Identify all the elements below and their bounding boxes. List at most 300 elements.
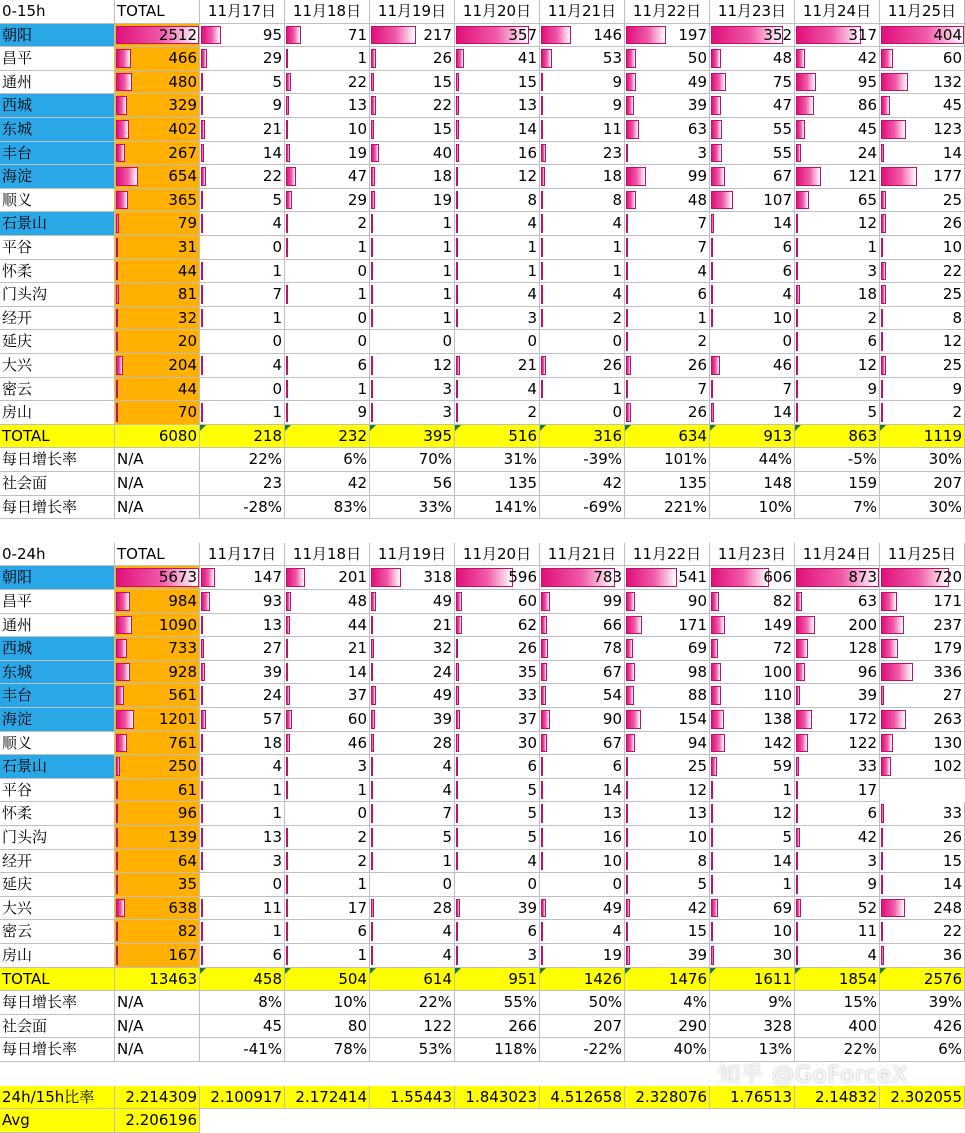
district-total[interactable] bbox=[115, 236, 200, 260]
daily-value[interactable] bbox=[795, 802, 880, 826]
daily-value[interactable] bbox=[370, 236, 455, 260]
district-total[interactable] bbox=[115, 873, 200, 897]
daily-value[interactable] bbox=[200, 354, 285, 378]
daily-value[interactable] bbox=[625, 24, 710, 47]
extra-value[interactable] bbox=[795, 1015, 880, 1038]
daily-value[interactable] bbox=[710, 873, 795, 897]
date-header[interactable] bbox=[540, 0, 625, 24]
extra-value[interactable] bbox=[625, 496, 710, 519]
daily-value[interactable] bbox=[795, 614, 880, 637]
daily-value[interactable] bbox=[795, 826, 880, 850]
daily-value[interactable] bbox=[200, 802, 285, 826]
district-name[interactable] bbox=[0, 637, 115, 661]
daily-value[interactable] bbox=[285, 873, 370, 897]
daily-value[interactable] bbox=[200, 378, 285, 401]
daily-value[interactable] bbox=[540, 590, 625, 614]
extra-value[interactable] bbox=[200, 496, 285, 519]
daily-value[interactable] bbox=[880, 307, 965, 330]
daily-value[interactable] bbox=[710, 165, 795, 189]
daily-value[interactable] bbox=[795, 47, 880, 71]
extra-value[interactable] bbox=[540, 448, 625, 472]
daily-value[interactable] bbox=[795, 118, 880, 142]
district-total[interactable] bbox=[115, 755, 200, 779]
daily-value[interactable] bbox=[370, 850, 455, 873]
daily-value[interactable] bbox=[540, 708, 625, 732]
daily-value[interactable] bbox=[795, 142, 880, 165]
daily-value[interactable] bbox=[625, 732, 710, 755]
daily-value[interactable] bbox=[625, 708, 710, 732]
daily-value[interactable] bbox=[455, 307, 540, 330]
daily-value[interactable] bbox=[625, 920, 710, 944]
district-name[interactable] bbox=[0, 283, 115, 307]
extra-total[interactable] bbox=[115, 1015, 200, 1038]
daily-value[interactable] bbox=[200, 850, 285, 873]
daily-value[interactable] bbox=[710, 260, 795, 283]
daily-value[interactable] bbox=[795, 755, 880, 779]
daily-value[interactable] bbox=[370, 684, 455, 708]
extra-value[interactable] bbox=[880, 496, 965, 519]
daily-value[interactable] bbox=[795, 330, 880, 354]
daily-value[interactable] bbox=[285, 590, 370, 614]
daily-value[interactable] bbox=[880, 189, 965, 212]
extra-value[interactable] bbox=[370, 448, 455, 472]
daily-value[interactable] bbox=[540, 637, 625, 661]
daily-value[interactable] bbox=[285, 118, 370, 142]
daily-value[interactable] bbox=[710, 897, 795, 920]
summary-value[interactable] bbox=[625, 425, 710, 448]
daily-value[interactable] bbox=[540, 920, 625, 944]
daily-value[interactable] bbox=[455, 401, 540, 425]
daily-value[interactable] bbox=[285, 637, 370, 661]
daily-value[interactable] bbox=[625, 684, 710, 708]
summary-value[interactable] bbox=[880, 968, 965, 991]
daily-value[interactable] bbox=[540, 614, 625, 637]
extra-value[interactable] bbox=[795, 496, 880, 519]
daily-value[interactable] bbox=[540, 732, 625, 755]
district-total[interactable] bbox=[115, 142, 200, 165]
district-name[interactable] bbox=[0, 307, 115, 330]
daily-value[interactable] bbox=[370, 802, 455, 826]
daily-value[interactable] bbox=[370, 307, 455, 330]
extra-value[interactable] bbox=[200, 991, 285, 1015]
daily-value[interactable] bbox=[795, 307, 880, 330]
daily-value[interactable] bbox=[200, 920, 285, 944]
daily-value[interactable] bbox=[540, 873, 625, 897]
daily-value[interactable] bbox=[540, 755, 625, 779]
daily-value[interactable] bbox=[710, 944, 795, 968]
extra-value[interactable] bbox=[370, 496, 455, 519]
extra-total[interactable] bbox=[115, 448, 200, 472]
daily-value[interactable] bbox=[880, 94, 965, 118]
daily-value[interactable] bbox=[285, 212, 370, 236]
daily-value[interactable] bbox=[200, 212, 285, 236]
daily-value[interactable] bbox=[880, 920, 965, 944]
district-total[interactable] bbox=[115, 212, 200, 236]
district-total[interactable] bbox=[115, 165, 200, 189]
daily-value[interactable] bbox=[795, 850, 880, 873]
daily-value[interactable] bbox=[455, 590, 540, 614]
daily-value[interactable] bbox=[200, 283, 285, 307]
district-name[interactable] bbox=[0, 755, 115, 779]
district-name[interactable] bbox=[0, 708, 115, 732]
daily-value[interactable] bbox=[370, 614, 455, 637]
avg-value[interactable] bbox=[115, 1109, 200, 1133]
daily-value[interactable] bbox=[370, 637, 455, 661]
summary-value[interactable] bbox=[285, 968, 370, 991]
daily-value[interactable] bbox=[710, 189, 795, 212]
ratio-value[interactable] bbox=[285, 1086, 370, 1109]
daily-value[interactable] bbox=[285, 779, 370, 802]
summary-value[interactable] bbox=[540, 425, 625, 448]
daily-value[interactable] bbox=[710, 212, 795, 236]
ratio-total[interactable] bbox=[115, 1086, 200, 1109]
daily-value[interactable] bbox=[795, 212, 880, 236]
extra-value[interactable] bbox=[625, 1015, 710, 1038]
district-total[interactable] bbox=[115, 71, 200, 94]
daily-value[interactable] bbox=[285, 142, 370, 165]
summary-value[interactable] bbox=[455, 425, 540, 448]
ratio-value[interactable] bbox=[370, 1086, 455, 1109]
daily-value[interactable] bbox=[795, 732, 880, 755]
daily-value[interactable] bbox=[710, 142, 795, 165]
district-name[interactable] bbox=[0, 920, 115, 944]
district-name[interactable] bbox=[0, 236, 115, 260]
extra-value[interactable] bbox=[540, 1015, 625, 1038]
district-name[interactable] bbox=[0, 260, 115, 283]
daily-value[interactable] bbox=[200, 401, 285, 425]
daily-value[interactable] bbox=[795, 708, 880, 732]
daily-value[interactable] bbox=[795, 24, 880, 47]
date-header[interactable] bbox=[880, 543, 965, 566]
ratio-value[interactable] bbox=[625, 1086, 710, 1109]
extra-value[interactable] bbox=[285, 496, 370, 519]
daily-value[interactable] bbox=[625, 71, 710, 94]
daily-value[interactable] bbox=[795, 71, 880, 94]
summary-value[interactable] bbox=[455, 968, 540, 991]
daily-value[interactable] bbox=[285, 71, 370, 94]
daily-value[interactable] bbox=[625, 401, 710, 425]
daily-value[interactable] bbox=[370, 142, 455, 165]
extra-value[interactable] bbox=[540, 496, 625, 519]
date-header[interactable] bbox=[795, 543, 880, 566]
extra-value[interactable] bbox=[285, 472, 370, 496]
daily-value[interactable] bbox=[285, 24, 370, 47]
daily-value[interactable] bbox=[625, 566, 710, 590]
daily-value[interactable] bbox=[710, 307, 795, 330]
date-header[interactable] bbox=[200, 0, 285, 24]
daily-value[interactable] bbox=[285, 850, 370, 873]
daily-value[interactable] bbox=[880, 850, 965, 873]
district-name[interactable] bbox=[0, 873, 115, 897]
daily-value[interactable] bbox=[710, 826, 795, 850]
ratio-value[interactable] bbox=[710, 1086, 795, 1109]
daily-value[interactable] bbox=[455, 47, 540, 71]
extra-value[interactable] bbox=[200, 1015, 285, 1038]
district-name[interactable] bbox=[0, 779, 115, 802]
extra-value[interactable] bbox=[710, 496, 795, 519]
summary-value[interactable] bbox=[370, 425, 455, 448]
district-total[interactable] bbox=[115, 897, 200, 920]
total-header[interactable] bbox=[115, 543, 200, 566]
daily-value[interactable] bbox=[455, 212, 540, 236]
daily-value[interactable] bbox=[455, 637, 540, 661]
daily-value[interactable] bbox=[880, 142, 965, 165]
daily-value[interactable] bbox=[200, 330, 285, 354]
daily-value[interactable] bbox=[795, 920, 880, 944]
daily-value[interactable] bbox=[455, 684, 540, 708]
extra-value[interactable] bbox=[710, 472, 795, 496]
daily-value[interactable] bbox=[285, 897, 370, 920]
daily-value[interactable] bbox=[455, 378, 540, 401]
district-name[interactable] bbox=[0, 897, 115, 920]
daily-value[interactable] bbox=[200, 24, 285, 47]
daily-value[interactable] bbox=[880, 401, 965, 425]
district-total[interactable] bbox=[115, 661, 200, 684]
extra-value[interactable] bbox=[285, 991, 370, 1015]
daily-value[interactable] bbox=[710, 850, 795, 873]
ratio-value[interactable] bbox=[200, 1086, 285, 1109]
summary-value[interactable] bbox=[795, 968, 880, 991]
summary-label[interactable] bbox=[0, 425, 115, 448]
district-total[interactable] bbox=[115, 566, 200, 590]
daily-value[interactable] bbox=[880, 260, 965, 283]
date-header[interactable] bbox=[540, 543, 625, 566]
daily-value[interactable] bbox=[880, 24, 965, 47]
daily-value[interactable] bbox=[625, 94, 710, 118]
extra-value[interactable] bbox=[540, 472, 625, 496]
extra-total[interactable] bbox=[115, 496, 200, 519]
daily-value[interactable] bbox=[285, 189, 370, 212]
district-name[interactable] bbox=[0, 189, 115, 212]
daily-value[interactable] bbox=[455, 71, 540, 94]
daily-value[interactable] bbox=[795, 354, 880, 378]
district-total[interactable] bbox=[115, 684, 200, 708]
summary-total[interactable] bbox=[115, 425, 200, 448]
district-total[interactable] bbox=[115, 330, 200, 354]
daily-value[interactable] bbox=[200, 684, 285, 708]
daily-value[interactable] bbox=[455, 708, 540, 732]
daily-value[interactable] bbox=[880, 684, 965, 708]
daily-value[interactable] bbox=[880, 590, 965, 614]
district-total[interactable] bbox=[115, 118, 200, 142]
district-name[interactable] bbox=[0, 944, 115, 968]
daily-value[interactable] bbox=[200, 944, 285, 968]
district-total[interactable] bbox=[115, 708, 200, 732]
daily-value[interactable] bbox=[795, 94, 880, 118]
summary-value[interactable] bbox=[795, 425, 880, 448]
daily-value[interactable] bbox=[795, 566, 880, 590]
table-label[interactable] bbox=[0, 543, 115, 566]
extra-value[interactable] bbox=[285, 1015, 370, 1038]
daily-value[interactable] bbox=[455, 661, 540, 684]
daily-value[interactable] bbox=[880, 212, 965, 236]
daily-value[interactable] bbox=[200, 566, 285, 590]
daily-value[interactable] bbox=[625, 802, 710, 826]
daily-value[interactable] bbox=[710, 330, 795, 354]
daily-value[interactable] bbox=[285, 283, 370, 307]
extra-value[interactable] bbox=[455, 1015, 540, 1038]
daily-value[interactable] bbox=[795, 378, 880, 401]
daily-value[interactable] bbox=[200, 118, 285, 142]
daily-value[interactable] bbox=[880, 236, 965, 260]
district-total[interactable] bbox=[115, 307, 200, 330]
daily-value[interactable] bbox=[455, 732, 540, 755]
daily-value[interactable] bbox=[795, 944, 880, 968]
district-total[interactable] bbox=[115, 283, 200, 307]
daily-value[interactable] bbox=[285, 236, 370, 260]
daily-value[interactable] bbox=[540, 826, 625, 850]
daily-value[interactable] bbox=[285, 661, 370, 684]
extra-value[interactable] bbox=[795, 991, 880, 1015]
date-header[interactable] bbox=[455, 543, 540, 566]
district-name[interactable] bbox=[0, 614, 115, 637]
daily-value[interactable] bbox=[540, 944, 625, 968]
daily-value[interactable] bbox=[540, 684, 625, 708]
daily-value[interactable] bbox=[370, 47, 455, 71]
daily-value[interactable] bbox=[455, 94, 540, 118]
daily-value[interactable] bbox=[540, 401, 625, 425]
extra-value[interactable] bbox=[625, 472, 710, 496]
daily-value[interactable] bbox=[455, 850, 540, 873]
daily-value[interactable] bbox=[200, 94, 285, 118]
daily-value[interactable] bbox=[625, 944, 710, 968]
daily-value[interactable] bbox=[710, 47, 795, 71]
date-header[interactable] bbox=[285, 0, 370, 24]
daily-value[interactable] bbox=[710, 802, 795, 826]
daily-value[interactable] bbox=[540, 779, 625, 802]
district-total[interactable] bbox=[115, 354, 200, 378]
district-name[interactable] bbox=[0, 71, 115, 94]
summary-value[interactable] bbox=[200, 425, 285, 448]
daily-value[interactable] bbox=[200, 189, 285, 212]
daily-value[interactable] bbox=[285, 378, 370, 401]
district-name[interactable] bbox=[0, 401, 115, 425]
district-total[interactable] bbox=[115, 378, 200, 401]
daily-value[interactable] bbox=[285, 614, 370, 637]
extra-value[interactable] bbox=[625, 448, 710, 472]
ratio-value[interactable] bbox=[540, 1086, 625, 1109]
daily-value[interactable] bbox=[200, 637, 285, 661]
daily-value[interactable] bbox=[540, 118, 625, 142]
daily-value[interactable] bbox=[710, 236, 795, 260]
daily-value[interactable] bbox=[540, 47, 625, 71]
daily-value[interactable] bbox=[540, 165, 625, 189]
total-header[interactable] bbox=[115, 0, 200, 24]
extra-label[interactable] bbox=[0, 1038, 115, 1062]
district-total[interactable] bbox=[115, 590, 200, 614]
daily-value[interactable] bbox=[880, 71, 965, 94]
district-name[interactable] bbox=[0, 94, 115, 118]
date-header[interactable] bbox=[625, 543, 710, 566]
daily-value[interactable] bbox=[625, 212, 710, 236]
extra-value[interactable] bbox=[880, 991, 965, 1015]
date-header[interactable] bbox=[625, 0, 710, 24]
daily-value[interactable] bbox=[625, 873, 710, 897]
daily-value[interactable] bbox=[370, 732, 455, 755]
district-name[interactable] bbox=[0, 212, 115, 236]
avg-label[interactable] bbox=[0, 1109, 115, 1133]
extra-value[interactable] bbox=[880, 448, 965, 472]
daily-value[interactable] bbox=[455, 330, 540, 354]
extra-label[interactable] bbox=[0, 496, 115, 519]
district-name[interactable] bbox=[0, 590, 115, 614]
daily-value[interactable] bbox=[625, 307, 710, 330]
extra-value[interactable] bbox=[370, 991, 455, 1015]
daily-value[interactable] bbox=[370, 566, 455, 590]
extra-value[interactable] bbox=[200, 448, 285, 472]
district-total[interactable] bbox=[115, 637, 200, 661]
extra-label[interactable] bbox=[0, 991, 115, 1015]
district-name[interactable] bbox=[0, 684, 115, 708]
daily-value[interactable] bbox=[540, 71, 625, 94]
daily-value[interactable] bbox=[370, 94, 455, 118]
daily-value[interactable] bbox=[880, 637, 965, 661]
district-name[interactable] bbox=[0, 661, 115, 684]
daily-value[interactable] bbox=[285, 755, 370, 779]
daily-value[interactable] bbox=[540, 260, 625, 283]
daily-value[interactable] bbox=[880, 802, 965, 826]
daily-value[interactable] bbox=[795, 637, 880, 661]
daily-value[interactable] bbox=[370, 24, 455, 47]
extra-value[interactable] bbox=[455, 991, 540, 1015]
daily-value[interactable] bbox=[370, 354, 455, 378]
daily-value[interactable] bbox=[370, 212, 455, 236]
date-header[interactable] bbox=[710, 543, 795, 566]
daily-value[interactable] bbox=[540, 236, 625, 260]
daily-value[interactable] bbox=[455, 920, 540, 944]
district-name[interactable] bbox=[0, 826, 115, 850]
daily-value[interactable] bbox=[200, 307, 285, 330]
district-total[interactable] bbox=[115, 732, 200, 755]
daily-value[interactable] bbox=[625, 897, 710, 920]
daily-value[interactable] bbox=[625, 165, 710, 189]
daily-value[interactable] bbox=[455, 24, 540, 47]
daily-value[interactable] bbox=[795, 779, 880, 802]
daily-value[interactable] bbox=[285, 260, 370, 283]
summary-value[interactable] bbox=[880, 425, 965, 448]
daily-value[interactable] bbox=[455, 897, 540, 920]
daily-value[interactable] bbox=[285, 330, 370, 354]
ratio-value[interactable] bbox=[795, 1086, 880, 1109]
daily-value[interactable] bbox=[710, 94, 795, 118]
daily-value[interactable] bbox=[880, 378, 965, 401]
district-name[interactable] bbox=[0, 378, 115, 401]
daily-value[interactable] bbox=[625, 637, 710, 661]
district-name[interactable] bbox=[0, 24, 115, 47]
daily-value[interactable] bbox=[455, 142, 540, 165]
district-total[interactable] bbox=[115, 779, 200, 802]
ratio-label[interactable] bbox=[0, 1086, 115, 1109]
daily-value[interactable] bbox=[285, 708, 370, 732]
daily-value[interactable] bbox=[370, 378, 455, 401]
daily-value[interactable] bbox=[880, 118, 965, 142]
daily-value[interactable] bbox=[200, 732, 285, 755]
daily-value[interactable] bbox=[200, 873, 285, 897]
daily-value[interactable] bbox=[795, 684, 880, 708]
extra-value[interactable] bbox=[710, 991, 795, 1015]
date-header[interactable] bbox=[200, 543, 285, 566]
daily-value[interactable] bbox=[880, 826, 965, 850]
date-header[interactable] bbox=[880, 0, 965, 24]
summary-value[interactable] bbox=[710, 968, 795, 991]
daily-value[interactable] bbox=[795, 283, 880, 307]
daily-value[interactable] bbox=[710, 684, 795, 708]
daily-value[interactable] bbox=[455, 118, 540, 142]
summary-value[interactable] bbox=[370, 968, 455, 991]
daily-value[interactable] bbox=[795, 873, 880, 897]
extra-value[interactable] bbox=[455, 1038, 540, 1062]
daily-value[interactable] bbox=[455, 283, 540, 307]
